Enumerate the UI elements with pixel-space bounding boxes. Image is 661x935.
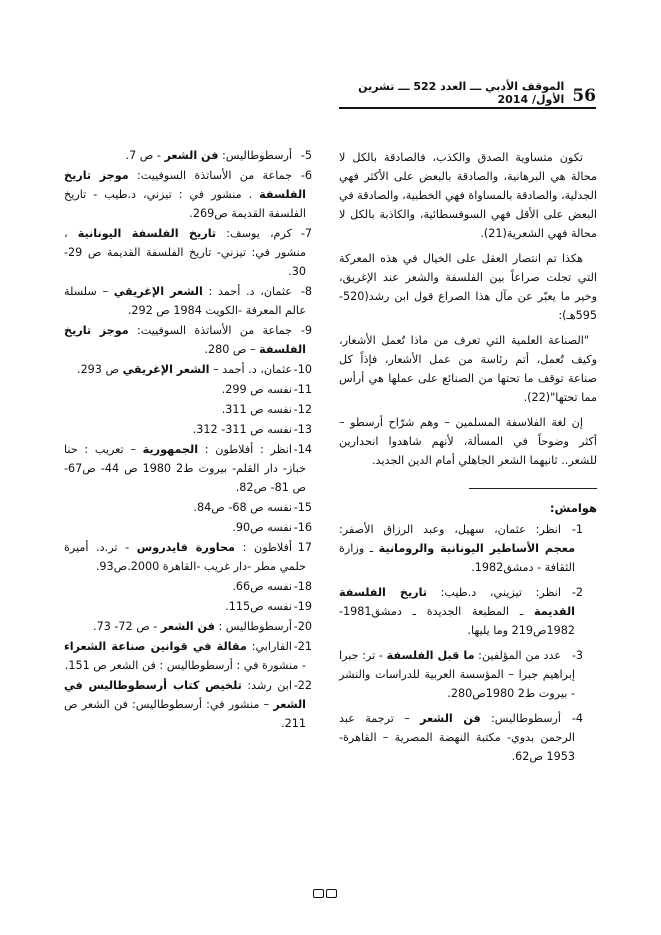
footnote-text: أرسطوطاليس: — [222, 149, 292, 162]
footnotes-column — [64, 146, 326, 734]
footnote-book-title: فن الشعر — [164, 149, 219, 162]
footnote-text: ، منشور في: تيزني- تاريخ الفلسفة القديمة ص 29- 30. — [64, 227, 306, 278]
footnote-item — [64, 498, 326, 517]
footnote-text: جماعة من الأساتذة السوفييت: — [136, 169, 292, 182]
footnote-text: – تعريب : حنا خباز- دار القلم- بيروت ط2 1980 ص 44- ص67- ص 81- ص82. — [64, 443, 307, 494]
footnote-item — [339, 520, 597, 577]
footnote-text: ـ وزارة الثقافة - دمشق1982. — [339, 542, 575, 574]
footnote-text: ص 293. — [77, 363, 120, 376]
page-footer-mark — [312, 889, 338, 901]
footnote-text: ابن رشد: — [247, 679, 292, 692]
footnote-item — [64, 617, 326, 636]
footnote-item — [64, 380, 326, 399]
footnote-text: ـ المطبعة الجديدة ـ دمشق1981- 1982ص219 وما يليها. — [339, 605, 575, 637]
footnote-number: 21- — [293, 640, 312, 653]
footnote-text: – ترجمة عبد الرحمن بدوي- مكتبة النهضة المصرية – القاهرة- 1953 ص62. — [339, 712, 575, 763]
footnote-text: كرم، يوسف: — [226, 227, 292, 240]
footnote-text: – منشور في: أرسطوطاليس: فن الشعر ص 211. — [64, 698, 306, 730]
footnote-book-title: موجز تاريخ الفلسفة — [64, 169, 306, 201]
footnote-number: 8- — [300, 285, 312, 298]
footnote-number: 20- — [293, 620, 312, 633]
running-title: الموقف الأدبي ـــ العدد 522 ـــ تشرين الأول/ 2014 — [358, 80, 565, 106]
footnote-text: – سلسلة عالم المعرفة -الكويت 1984 ص 292. — [64, 285, 306, 317]
footnotes-heading: هوامش: — [549, 501, 597, 515]
footnotes-list — [339, 520, 597, 766]
footnote-book-title: ما قبل الفلسفة — [386, 649, 475, 662]
footnote-number: 13- — [293, 423, 312, 436]
footnote-text: – ص 280. — [204, 343, 256, 356]
footnote-text: نفسه ص 311. — [221, 403, 292, 416]
footnote-number: 10- — [293, 363, 312, 376]
footnote-item — [339, 646, 597, 703]
footnote-book-title: تاريخ الفلسفة القديمة — [339, 586, 575, 618]
footnote-text: - ص 72- 73. — [93, 620, 158, 633]
footnote-item — [64, 637, 326, 675]
footnote-book-title: معجم الأساطير اليونانية والرومانية — [378, 542, 575, 555]
footnote-text: نفسه ص 299. — [221, 383, 292, 396]
footnote-book-title: مقالة في قوانين صناعة الشعراء — [64, 640, 247, 653]
footnote-item — [64, 146, 326, 165]
footnote-number: 19- — [293, 600, 312, 613]
footnote-number: 4- — [571, 712, 583, 725]
footnote-book-title: تاريخ الفلسفة اليونانية — [77, 227, 217, 240]
footnote-number: 16- — [293, 521, 312, 534]
footnote-book-title: فن الشعر — [160, 620, 215, 633]
footnote-book-title: الشعر الإغريقي — [113, 285, 203, 298]
header-rule — [339, 107, 596, 109]
footnote-item — [339, 583, 597, 640]
footnote-item — [339, 709, 597, 766]
footnote-text: نفسه ص66. — [232, 580, 292, 593]
footnote-item — [64, 400, 326, 419]
footnote-number: 14- — [293, 443, 312, 456]
footnote-number: 3- — [571, 649, 583, 662]
page-number: 56 — [572, 86, 596, 106]
footnote-number: 18- — [293, 580, 312, 593]
main-text-column — [339, 148, 597, 772]
footnotes-list — [64, 146, 326, 733]
footnote-text: . منشور في : تيزني، د.طيب - تاريخ الفلسفة القديمة ص269. — [64, 188, 306, 220]
footnote-number: 5- — [300, 149, 312, 162]
body-paragraph: إن لغة الفلاسفة المسلمين – وهم شرّاح أرسطو – أكثر وضوحاً في المسألة، لأنهم شاهدوا انحدارين للشعر.. ثانيهما الشعر الجاهلي أمام الدين الجديد. — [339, 416, 597, 467]
footnote-text: عثمان، د. أحمد – — [213, 363, 292, 376]
footnote-text: الفارابي: — [251, 640, 292, 653]
footnote-item — [64, 577, 326, 596]
footnote-item — [64, 597, 326, 616]
footnote-text: نفسه ص 311- 312. — [192, 423, 292, 436]
footnote-text: - منشورة في : أرسطوطاليس : فن الشعر ص 151. — [64, 659, 306, 672]
footnote-item — [64, 360, 326, 379]
footnote-item — [64, 166, 326, 223]
footnote-text: عثمان، د. أحمد : — [208, 285, 292, 298]
footnote-number: 6- — [300, 169, 312, 182]
footnote-text: - تر: جبرا إبراهيم جبرا – المؤسسة العربية للدراسات والنشر - بيروت ط2 1980ص280. — [339, 649, 575, 700]
footnote-number: 7- — [300, 227, 312, 240]
footnote-item — [64, 518, 326, 537]
quotation-paragraph: "الصناعة العلمية التي تعرف من ماذا تُعمل الأشعار، وكيف تُعمل، أتم رئاسة من عمل الأشعار، فإذاً كل صناعة توقف ما تحتها من الصنائع على عملها هي أرأس مما تحتها"(22). — [339, 334, 597, 404]
footnote-text: - ص 7. — [125, 149, 161, 162]
footnote-text: جماعة من الأساتذة السوفييت: — [136, 324, 292, 337]
footnote-book-title: فن الشعر — [420, 712, 481, 725]
footnote-item — [64, 538, 326, 576]
footnote-book-title: الشعر الإغريقي — [122, 363, 210, 376]
footer-box-icon — [313, 889, 324, 898]
footnote-item — [64, 420, 326, 439]
footnote-book-title: تلخيص كتاب أرسطوطاليس في الشعر — [64, 679, 306, 711]
footnote-item — [64, 224, 326, 281]
footnote-number: 12- — [293, 403, 312, 416]
footnote-text: - تر.د. أميرة حلمي مطر -دار غريب -القاهرة 2000.ص93. — [64, 541, 306, 573]
footnote-text: نفسه ص115. — [225, 600, 292, 613]
footnote-number: 22- — [293, 679, 312, 692]
footnote-text: انظر : أفلاطون : — [204, 443, 293, 456]
footnote-item — [64, 282, 326, 320]
footnote-text: أرسطوطاليس: — [491, 712, 561, 725]
footnote-number: 11- — [293, 383, 312, 396]
footnote-item — [64, 321, 326, 359]
footnote-separator — [469, 488, 597, 489]
body-paragraph: تكون متساوية الصدق والكذب، فالصادقة بالكل لا محالة هي البرهانية، والصادقة بالبعض على الأكثر فهي الجدلية، والصادقة بالمساواة فهي الخطبية، والصادقة في البعض على الأقل فهي السوفسطائية، والكاذبة بالكل لا محالة فهي الشعرية(21). — [339, 151, 597, 240]
body-paragraph: هكذا تم انتصار العقل على الخيال في هذه المعركة التي تجلت صراعاً بين الفلسفة والشعر عند الإغريق، وخير ما يعبّر عن مآل هذا الصراع قول ابن رشد(520- 595هـ): — [339, 252, 597, 322]
footer-box-icon — [326, 889, 337, 898]
footnote-book-title: موجز تاريخ الفلسفة — [64, 324, 306, 356]
running-header — [340, 82, 596, 106]
footnote-text: أفلاطون : — [242, 541, 293, 554]
footnote-number: 1- — [571, 523, 583, 536]
footnote-item — [64, 676, 326, 733]
footnote-number: 9- — [300, 324, 312, 337]
footnote-book-title: الجمهورية — [142, 443, 199, 456]
footnote-text: نفسه ص90. — [232, 521, 292, 534]
footnote-text: أرسطوطاليس : — [218, 620, 292, 633]
footnote-text: عدد من المؤلفين: — [478, 649, 562, 662]
footnote-number: 2- — [571, 586, 583, 599]
footnote-item — [64, 440, 326, 497]
footnote-book-title: محاورة فايدروس — [136, 541, 235, 554]
footnote-text: نفسه ص 68- ص84. — [193, 501, 292, 514]
footnote-number: 17 — [297, 541, 312, 554]
footnote-number: 15- — [293, 501, 312, 514]
footnote-text: انظر: عثمان، سهيل، وعبد الرزاق الأصفر: — [339, 523, 561, 536]
footnote-text: انظر: تيزيني، د.طيب: — [440, 586, 561, 599]
